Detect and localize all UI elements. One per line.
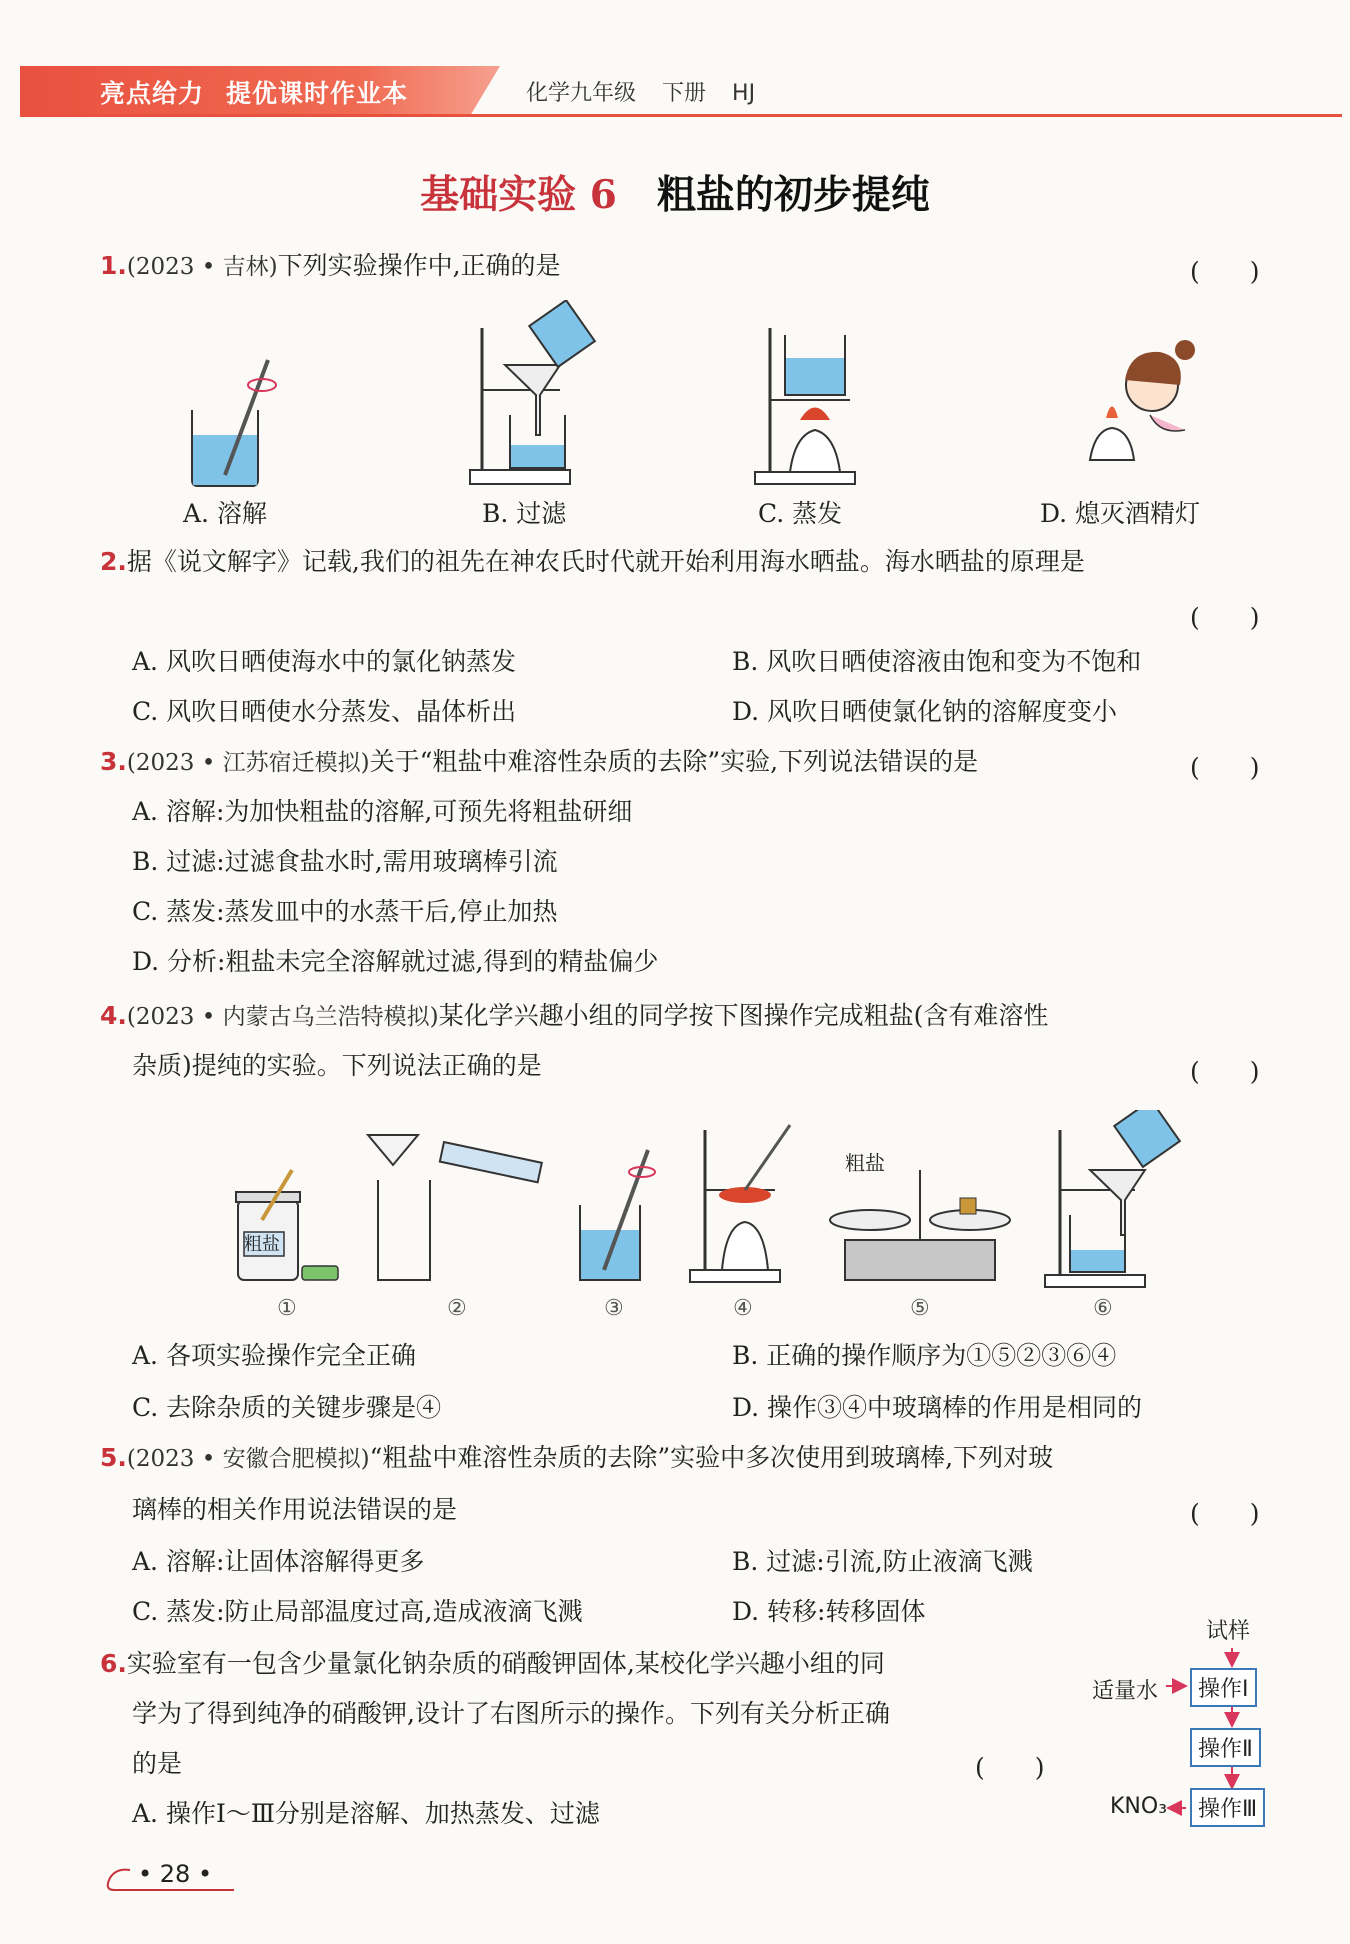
title-experiment: 基础实验 6 [420, 172, 617, 218]
q6-stem-line1 [100, 1648, 885, 1680]
q3-option-d: D. 分析:粗盐未完全溶解就过滤,得到的精盐偏少 [132, 947, 659, 976]
q1-answer-bracket: ( ) [1190, 257, 1260, 286]
filter-figure [1045, 1110, 1180, 1287]
q4-stem-line2: 杂质)提纯的实验。下列说法正确的是 [132, 1051, 542, 1080]
header-meta [526, 76, 781, 107]
q5-option-d: D. 转移:转移固体 [732, 1597, 926, 1626]
q1-source: (2023 • 吉林) [126, 254, 278, 280]
q6-option-a: A. 操作Ⅰ～Ⅲ分别是溶解、加热蒸发、过滤 [132, 1799, 600, 1828]
q1-option-d: D. 熄灭酒精灯 [1040, 499, 1201, 528]
q2-stem [100, 546, 1085, 578]
q5-option-b: B. 过滤:引流,防止液滴飞溅 [732, 1547, 1033, 1576]
fig-num-4: ④ [733, 1296, 753, 1321]
q6-number: 6. [100, 1649, 127, 1678]
q2-answer-bracket: ( ) [1190, 603, 1260, 632]
flow-op2: 操作Ⅱ [1190, 1728, 1261, 1767]
q4-figures [0, 1110, 1350, 1310]
evaporate-stir-figure [690, 1125, 790, 1282]
brand-name: 亮点给力 [100, 79, 205, 108]
header-rule [20, 114, 1342, 117]
q2-number: 2. [100, 547, 127, 576]
pour-water-figure [368, 1135, 542, 1280]
q6-stem-line2: 学为了得到纯净的硝酸钾,设计了右图所示的操作。下列有关分析正确 [132, 1699, 890, 1728]
q1-stem [100, 250, 561, 283]
q4-number: 4. [100, 1001, 127, 1030]
q5-stem-line1 [100, 1442, 1053, 1475]
fig-num-1: ① [277, 1296, 297, 1321]
q3-answer-bracket: ( ) [1190, 753, 1260, 782]
q5-answer-bracket: ( ) [1190, 1499, 1260, 1528]
q2-option-c: C. 风吹日晒使水分蒸发、晶体析出 [132, 697, 517, 726]
flow-op3: 操作Ⅲ [1190, 1788, 1265, 1827]
q5-option-a: A. 溶解:让固体溶解得更多 [132, 1547, 425, 1576]
q3-text: 关于“粗盐中难溶性杂质的去除”实验,下列说法错误的是 [369, 747, 979, 776]
q3-option-c: C. 蒸发:蒸发皿中的水蒸干后,停止加热 [132, 897, 558, 926]
stir-dissolve-figure [580, 1150, 655, 1280]
q4-option-d: D. 操作③④中玻璃棒的作用是相同的 [732, 1393, 1143, 1422]
flow-sample: 试样 [1206, 1619, 1251, 1644]
subject: 化学九年级 [526, 81, 637, 106]
q5-source: (2023 • 安徽合肥模拟) [126, 1446, 370, 1472]
filtration-stand-figure [470, 300, 595, 484]
volume: 下册 [662, 81, 707, 106]
q4-option-c: C. 去除杂质的关键步骤是④ [132, 1393, 442, 1422]
page-title [0, 164, 1350, 220]
q1-option-b: B. 过滤 [482, 499, 567, 528]
q3-number: 3. [100, 747, 127, 776]
fig-num-5: ⑤ [910, 1296, 930, 1321]
fig-num-6: ⑥ [1093, 1296, 1113, 1321]
q4-option-b: B. 正确的操作顺序为①⑤②③⑥④ [732, 1341, 1117, 1370]
q4-source: (2023 • 内蒙古乌兰浩特模拟) [126, 1004, 439, 1030]
flow-op1: 操作Ⅰ [1190, 1668, 1257, 1707]
fig-num-2: ② [447, 1296, 467, 1321]
evaporation-figure [755, 328, 855, 484]
q1-text: 下列实验操作中,正确的是 [277, 251, 561, 280]
q1-option-a: A. 溶解 [183, 499, 267, 528]
jar-label: 粗盐 [244, 1234, 280, 1255]
q4-stem-line1 [100, 1000, 1048, 1033]
q4-option-a: A. 各项实验操作完全正确 [132, 1341, 416, 1370]
q4-answer-bracket: ( ) [1190, 1057, 1260, 1086]
q6-answer-bracket: ( ) [975, 1753, 1045, 1782]
flow-water: 适量水 [1092, 1679, 1159, 1704]
q1-option-c: C. 蒸发 [758, 499, 843, 528]
q1-figures [0, 300, 1350, 500]
q5-number: 5. [100, 1443, 127, 1472]
balance-label: 粗盐 [845, 1151, 885, 1175]
page-number: • 28 • [138, 1860, 213, 1888]
q1-number: 1. [100, 251, 127, 280]
q2-option-d: D. 风吹日晒使氯化钠的溶解度变小 [732, 697, 1118, 726]
flow-product: KNO₃ [1110, 1794, 1168, 1819]
edition: HJ [732, 81, 756, 106]
balance-figure [830, 1170, 1010, 1280]
q5-option-c: C. 蒸发:防止局部温度过高,造成液滴飞溅 [132, 1597, 583, 1626]
q2-text: 据《说文解字》记载,我们的祖先在神农氏时代就开始利用海水晒盐。海水晒盐的原理是 [126, 547, 1085, 576]
q3-option-a: A. 溶解:为加快粗盐的溶解,可预先将粗盐研细 [132, 797, 633, 826]
q5-stem-line2: 璃棒的相关作用说法错误的是 [132, 1495, 458, 1524]
header-brand [100, 74, 430, 110]
dissolve-beaker-figure [192, 360, 276, 486]
q2-option-b: B. 风吹日晒使溶液由饱和变为不饱和 [732, 647, 1142, 676]
fig-num-3: ③ [604, 1296, 624, 1321]
brand-series: 提优课时作业本 [226, 79, 409, 108]
q6-stem-line3: 的是 [132, 1749, 183, 1778]
page-header [20, 66, 1342, 114]
q5-text-1: “粗盐中难溶性杂质的去除”实验中多次使用到玻璃棒,下列对玻 [369, 1443, 1054, 1472]
q4-text-1: 某化学兴趣小组的同学按下图操作完成粗盐(含有难溶性 [438, 1001, 1049, 1030]
q3-option-b: B. 过滤:过滤食盐水时,需用玻璃棒引流 [132, 847, 558, 876]
blowing-out-lamp-figure [1090, 340, 1195, 460]
q3-stem [100, 746, 978, 779]
title-topic: 粗盐的初步提纯 [656, 172, 930, 218]
salt-jar-figure [236, 1170, 338, 1280]
q3-source: (2023 • 江苏宿迁模拟) [126, 750, 370, 776]
q6-text-1: 实验室有一包含少量氯化钠杂质的硝酸钾固体,某校化学兴趣小组的同 [126, 1649, 885, 1678]
q2-option-a: A. 风吹日晒使海水中的氯化钠蒸发 [132, 647, 516, 676]
